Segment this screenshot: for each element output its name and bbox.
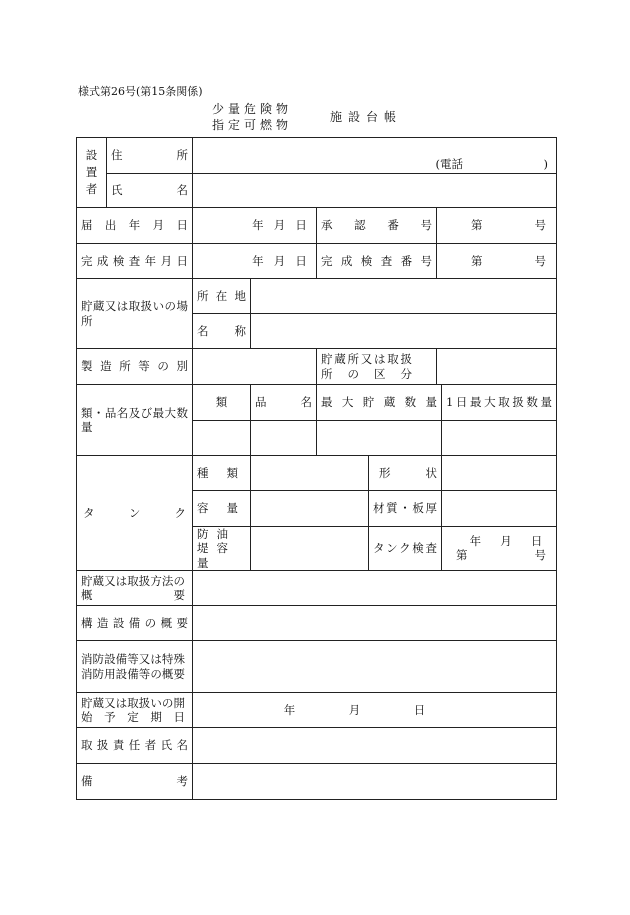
- kansei-number-field[interactable]: [437, 244, 557, 279]
- name-field[interactable]: [193, 174, 557, 208]
- rui-header: 類: [193, 385, 251, 421]
- location-field[interactable]: [251, 279, 557, 314]
- form-title: [210, 100, 430, 134]
- tank-inspect-label: タンク検査: [369, 527, 442, 571]
- place-label: 貯蔵又は取扱いの場所: [77, 279, 193, 349]
- structure-field[interactable]: [193, 606, 557, 641]
- start-label: 貯蔵又は取扱いの開始予定期日: [77, 693, 193, 728]
- max-storage-header: 最大貯蔵数量: [317, 385, 442, 421]
- hinmei-header: 品名: [251, 385, 317, 421]
- dai-mark: 第: [471, 218, 483, 233]
- method-field[interactable]: [193, 571, 557, 606]
- tank-label: タンク: [77, 456, 193, 571]
- approval-number-label: 承認番号: [317, 208, 437, 244]
- tank-kind-field[interactable]: [251, 456, 369, 491]
- todoke-label: 届出年月日: [77, 208, 193, 244]
- tank-capacity-field[interactable]: [251, 491, 369, 527]
- tel-label: (電話 ): [435, 156, 549, 171]
- rui-label: 類・品名及び最大数量: [77, 385, 193, 456]
- dike-capacity-label: 防油堤容量: [193, 527, 251, 571]
- remarks-label: 備考: [77, 764, 193, 800]
- day-mark: 日: [295, 253, 307, 268]
- kubun-field[interactable]: [437, 349, 557, 385]
- setchisha-label: 設置者: [77, 138, 107, 208]
- daily-max-field[interactable]: [442, 421, 557, 456]
- tank-kind-label: 種類: [193, 456, 251, 491]
- title-line-1: 少量危険物: [212, 102, 293, 116]
- gou-mark: 号: [534, 547, 547, 562]
- hinmei-field[interactable]: [251, 421, 317, 456]
- day-mark: 日: [530, 533, 543, 548]
- method-label: 貯蔵又は取扱方法の概要: [77, 571, 193, 606]
- kansei-label: 完成検査年月日: [77, 244, 193, 279]
- tank-inspect-field[interactable]: [442, 527, 557, 571]
- name-label: 氏名: [107, 174, 193, 208]
- dike-capacity-field[interactable]: [251, 527, 369, 571]
- kansei-date-field[interactable]: [193, 244, 317, 279]
- dai-mark: 第: [456, 547, 468, 562]
- manager-field[interactable]: [193, 728, 557, 764]
- title-line-2: 指定可燃物: [212, 118, 293, 132]
- kansei-number-label: 完成検査番号: [317, 244, 437, 279]
- day-mark: 日: [413, 702, 426, 717]
- year-mark: 年: [252, 218, 264, 233]
- title-line-3: 施設台帳: [330, 110, 403, 124]
- month-mark: 月: [500, 533, 512, 548]
- tank-capacity-label: 容量: [193, 491, 251, 527]
- tank-shape-field[interactable]: [442, 456, 557, 491]
- fire-field[interactable]: [193, 641, 557, 693]
- tank-material-field[interactable]: [442, 491, 557, 527]
- max-storage-field[interactable]: [317, 421, 442, 456]
- seizo-label: 製造所等の別: [77, 349, 193, 385]
- kubun-label: 貯蔵所又は取扱所の区分: [317, 349, 437, 385]
- address-field[interactable]: [193, 138, 557, 174]
- gou-mark: 号: [534, 218, 547, 233]
- dai-mark: 第: [471, 253, 483, 268]
- remarks-field[interactable]: [193, 764, 557, 800]
- fire-label: 消防設備等又は特殊消防用設備等の概要: [77, 641, 193, 693]
- location-label: 所在地: [193, 279, 251, 314]
- month-mark: 月: [273, 253, 286, 268]
- form-reference: 様式第26号(第15条関係): [78, 85, 203, 98]
- day-mark: 日: [295, 218, 307, 233]
- gou-mark: 号: [534, 253, 547, 268]
- place-name-label: 名称: [193, 314, 251, 349]
- rui-field[interactable]: [193, 421, 251, 456]
- start-field[interactable]: [193, 693, 557, 728]
- year-mark: 年: [252, 253, 264, 268]
- year-mark: 年: [283, 702, 296, 717]
- month-mark: 月: [273, 218, 286, 233]
- tank-shape-label: 形状: [369, 456, 442, 491]
- month-mark: 月: [348, 702, 361, 717]
- place-name-field[interactable]: [251, 314, 557, 349]
- address-label: 住所: [107, 138, 193, 174]
- structure-label: 構造設備の概要: [77, 606, 193, 641]
- tank-material-label: 材質・板厚: [369, 491, 442, 527]
- facility-register-table: [76, 137, 557, 800]
- manager-label: 取扱責任者氏名: [77, 728, 193, 764]
- todoke-date-field[interactable]: [193, 208, 317, 244]
- approval-number-field[interactable]: [437, 208, 557, 244]
- seizo-field[interactable]: [193, 349, 317, 385]
- daily-max-header: 1日最大取扱数量: [442, 385, 557, 421]
- year-mark: 年: [469, 533, 482, 548]
